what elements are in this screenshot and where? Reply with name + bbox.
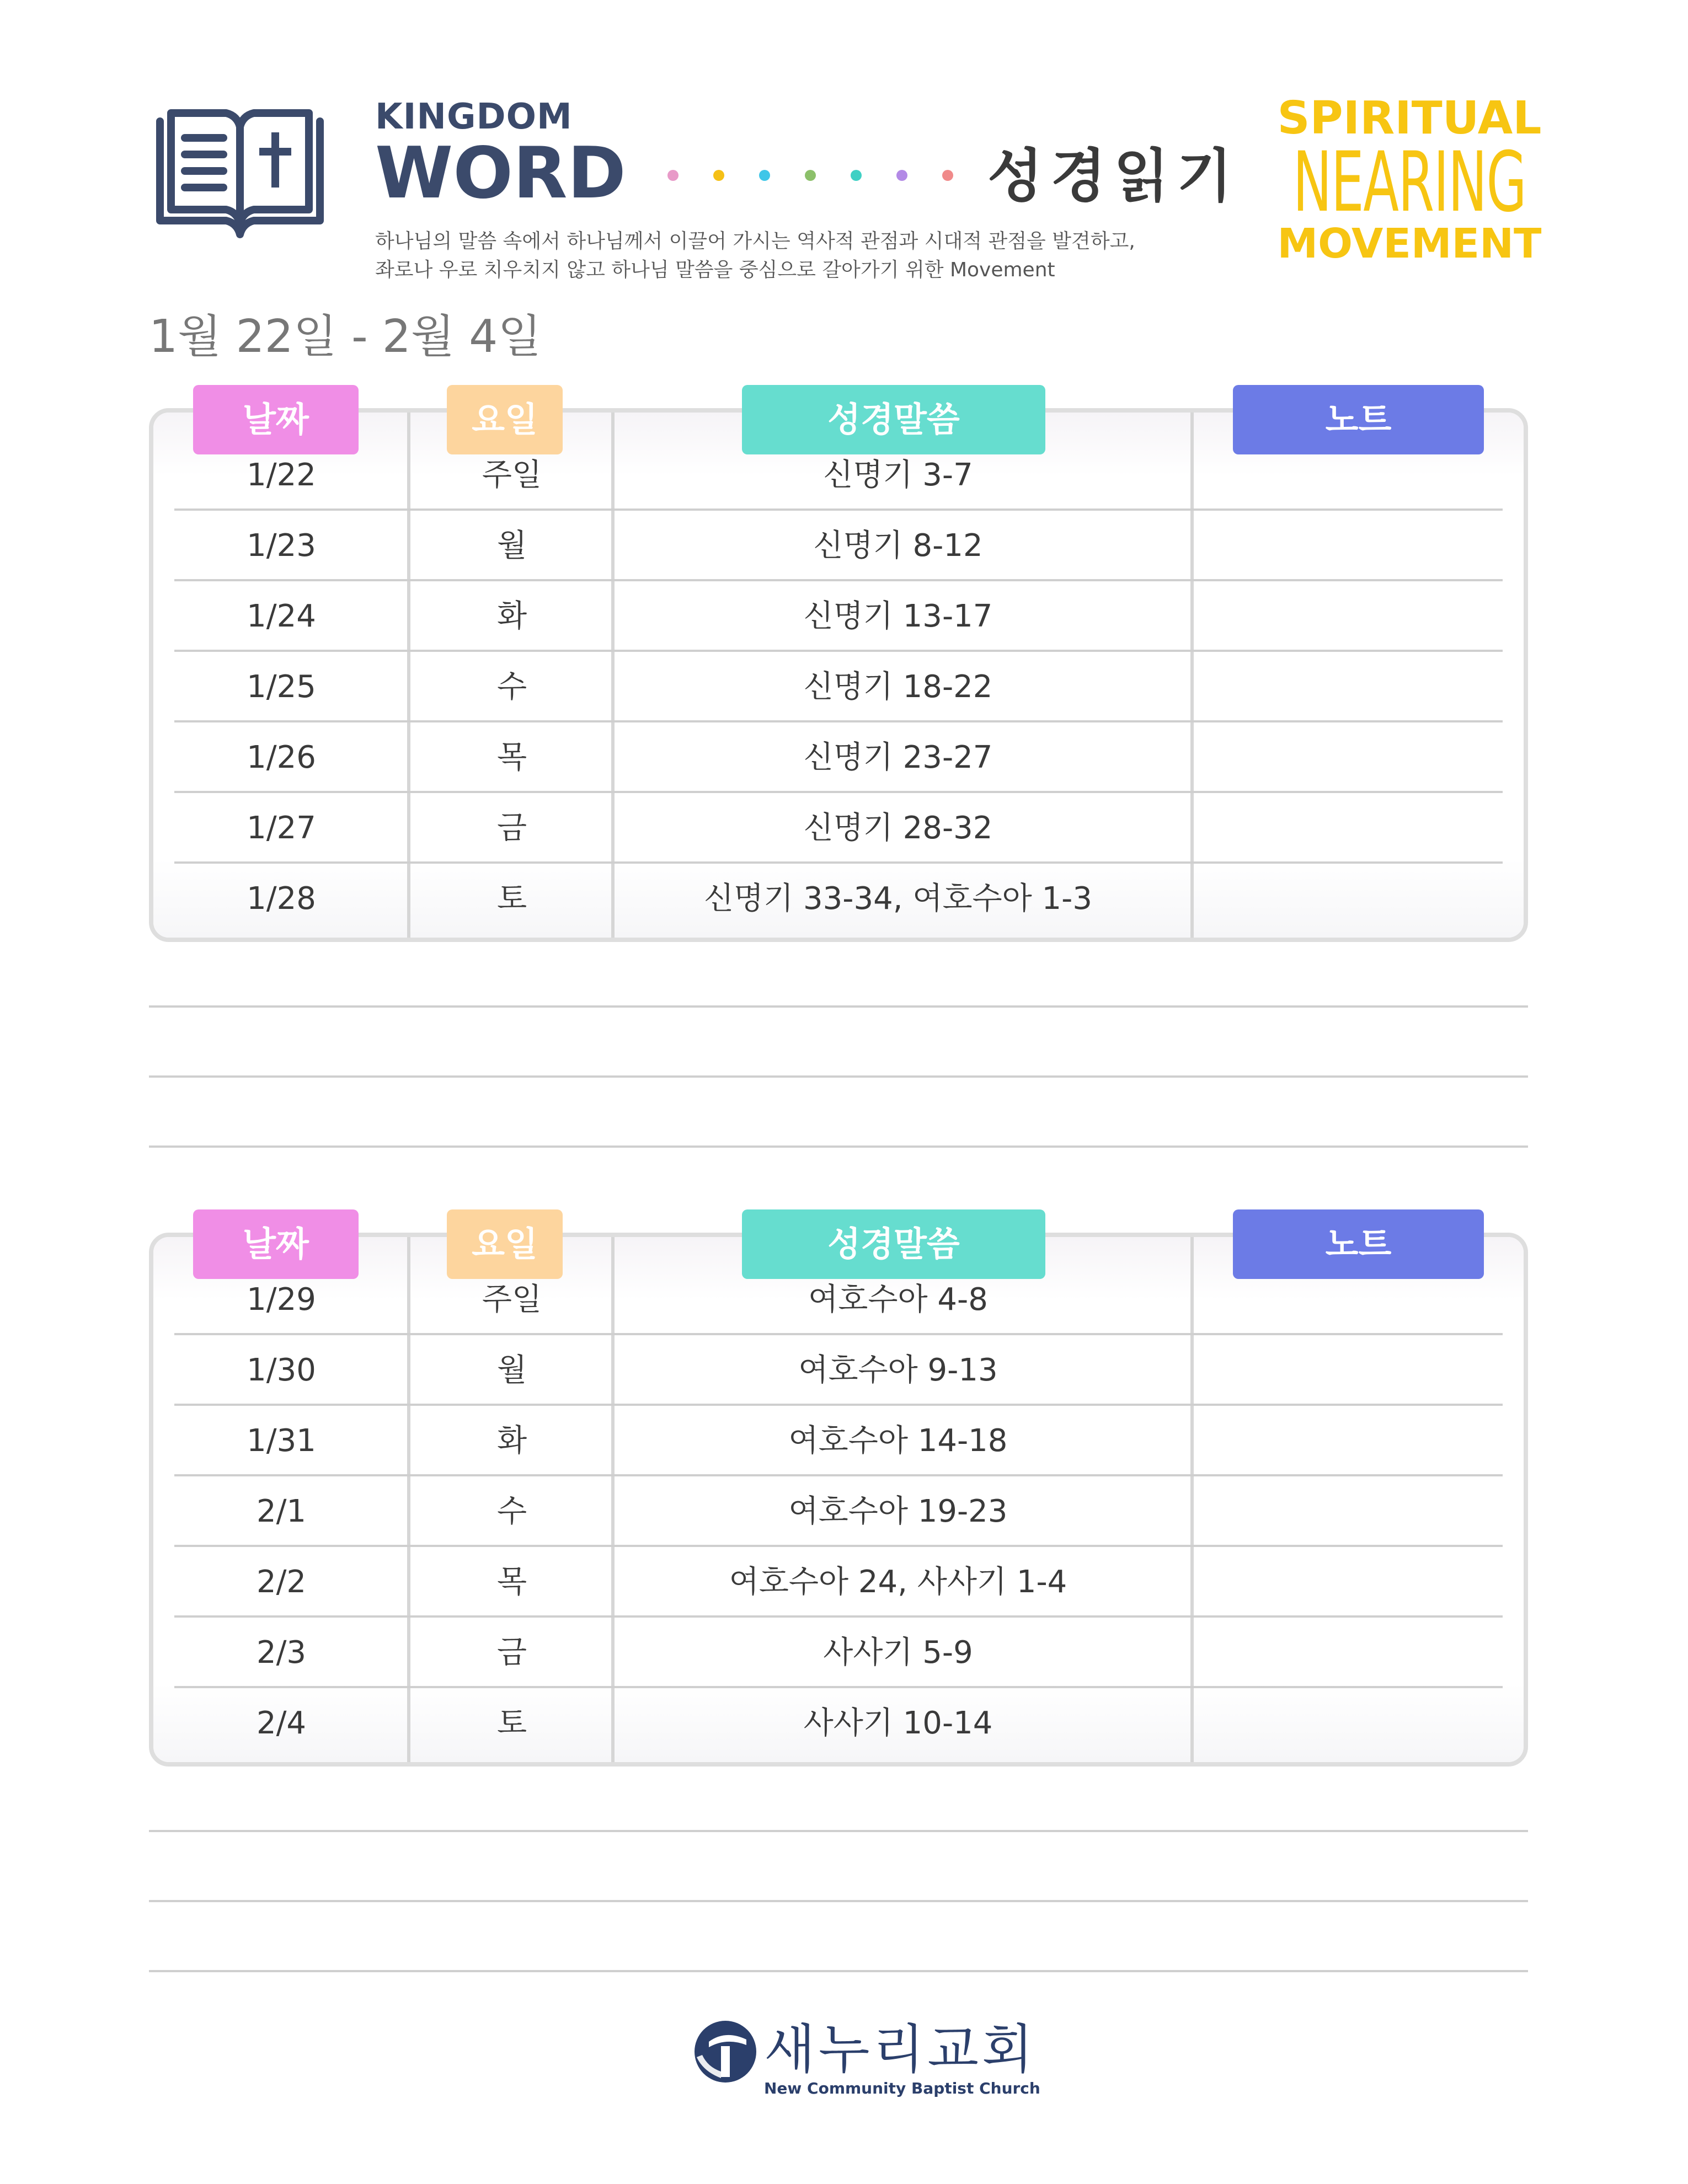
column-separator (407, 1237, 410, 1762)
spiritual-nearing-movement-logo (1274, 94, 1545, 266)
note-line (149, 1970, 1528, 1972)
dot (896, 170, 907, 181)
church-name: 새누리교회 (764, 2019, 1037, 2080)
note-cell[interactable] (1196, 1406, 1527, 1476)
note-cell[interactable] (1196, 511, 1527, 581)
church-name-english: New Community Baptist Church (764, 2079, 1040, 2097)
dot (942, 170, 953, 181)
date-cell: 1/25 (247, 669, 316, 705)
note-cell[interactable] (1196, 1547, 1527, 1618)
day-cell: 월 (496, 1352, 527, 1388)
note-line (149, 1830, 1528, 1832)
day-cell: 금 (496, 1635, 527, 1671)
note-cell[interactable] (1196, 1688, 1527, 1759)
dot (851, 170, 862, 181)
day-cell: 토 (496, 881, 527, 917)
scripture-cell: 신명기 8-12 (813, 528, 983, 564)
date-cell: 1/28 (247, 881, 316, 917)
note-line (149, 1005, 1528, 1008)
scripture-cell: 신명기 28-32 (803, 810, 993, 846)
date-cell: 2/1 (256, 1494, 307, 1529)
tagline-line-2: 좌로나 우로 치우치지 않고 하나님 말씀을 중심으로 갈아가기 위한 Movement (375, 259, 1055, 281)
scripture-cell: 여호수아 14-18 (788, 1423, 1008, 1459)
note-header: 노트 (1233, 385, 1484, 454)
note-cell[interactable] (1196, 1335, 1527, 1406)
brand-word: WORD (375, 132, 626, 215)
church-logo-icon (692, 2019, 758, 2085)
dot (713, 170, 724, 181)
date-cell: 1/30 (247, 1352, 316, 1388)
tagline (375, 227, 1135, 285)
scripture-cell: 신명기 18-22 (803, 669, 993, 705)
date-cell: 1/31 (247, 1423, 316, 1459)
scripture-cell: 여호수아 4-8 (808, 1282, 988, 1318)
note-cell[interactable] (1196, 793, 1527, 864)
date-cell: 2/4 (256, 1705, 307, 1741)
note-header: 노트 (1233, 1209, 1484, 1279)
note-cell[interactable] (1196, 652, 1527, 722)
note-cell[interactable] (1196, 864, 1527, 934)
scripture-cell: 신명기 23-27 (803, 740, 993, 775)
scripture-cell: 사사기 10-14 (803, 1705, 993, 1741)
day-cell: 목 (496, 740, 527, 775)
date-cell: 2/2 (256, 1564, 307, 1600)
day-cell: 화 (496, 598, 527, 634)
note-cell[interactable] (1196, 1476, 1527, 1547)
column-separator (1190, 413, 1194, 938)
scripture-cell: 신명기 13-17 (803, 598, 993, 634)
date-range: 1월 22일 - 2월 4일 (149, 311, 542, 363)
movement-top: SPIRITUAL (1277, 92, 1542, 144)
brand-kingdom: KINGDOM (375, 97, 573, 137)
day-cell: 수 (496, 1494, 527, 1529)
scripture-cell: 여호수아 24, 사사기 1-4 (729, 1564, 1067, 1600)
note-line (149, 1900, 1528, 1902)
decorative-dots (667, 170, 954, 183)
column-separator (1190, 1237, 1194, 1762)
date-cell: 1/29 (247, 1282, 316, 1318)
date-cell: 1/22 (247, 457, 316, 493)
date-cell: 1/27 (247, 810, 316, 846)
reading-title: 성경읽기 (987, 142, 1240, 210)
day-cell: 주일 (482, 457, 542, 493)
bible-book-icon (149, 105, 331, 243)
day-cell: 주일 (482, 1282, 542, 1318)
day-header: 요일 (447, 385, 563, 454)
day-cell: 토 (496, 1705, 527, 1741)
tagline-line-1: 하나님의 말씀 속에서 하나님께서 이끌어 가시는 역사적 관점과 시대적 관점을 발견하고, (375, 230, 1135, 253)
day-cell: 화 (496, 1423, 527, 1459)
day-cell: 월 (496, 528, 527, 564)
date-cell: 2/3 (256, 1635, 307, 1671)
note-line (149, 1075, 1528, 1078)
day-header: 요일 (447, 1209, 563, 1279)
scripture-header: 성경말씀 (742, 385, 1045, 454)
day-cell: 목 (496, 1564, 527, 1600)
dot (667, 170, 679, 181)
day-cell: 금 (496, 810, 527, 846)
scripture-cell: 신명기 33-34, 여호수아 1-3 (703, 881, 1093, 917)
dot (805, 170, 816, 181)
day-cell: 수 (496, 669, 527, 705)
movement-mid: NEARING (1292, 135, 1526, 231)
date-cell: 1/24 (247, 598, 316, 634)
date-header: 날짜 (193, 1209, 359, 1279)
reading-table (149, 1233, 1528, 1767)
dot (759, 170, 770, 181)
date-header: 날짜 (193, 385, 359, 454)
note-cell[interactable] (1196, 581, 1527, 652)
note-cell[interactable] (1196, 1618, 1527, 1688)
scripture-cell: 여호수아 19-23 (788, 1494, 1008, 1529)
note-line (149, 1145, 1528, 1148)
scripture-header: 성경말씀 (742, 1209, 1045, 1279)
movement-bot: MOVEMENT (1277, 220, 1542, 267)
date-cell: 1/26 (247, 740, 316, 775)
scripture-cell: 사사기 5-9 (823, 1635, 973, 1671)
column-separator (407, 413, 410, 938)
date-cell: 1/23 (247, 528, 316, 564)
scripture-cell: 신명기 3-7 (823, 457, 973, 493)
scripture-cell: 여호수아 9-13 (798, 1352, 998, 1388)
reading-table (149, 408, 1528, 942)
note-cell[interactable] (1196, 722, 1527, 793)
